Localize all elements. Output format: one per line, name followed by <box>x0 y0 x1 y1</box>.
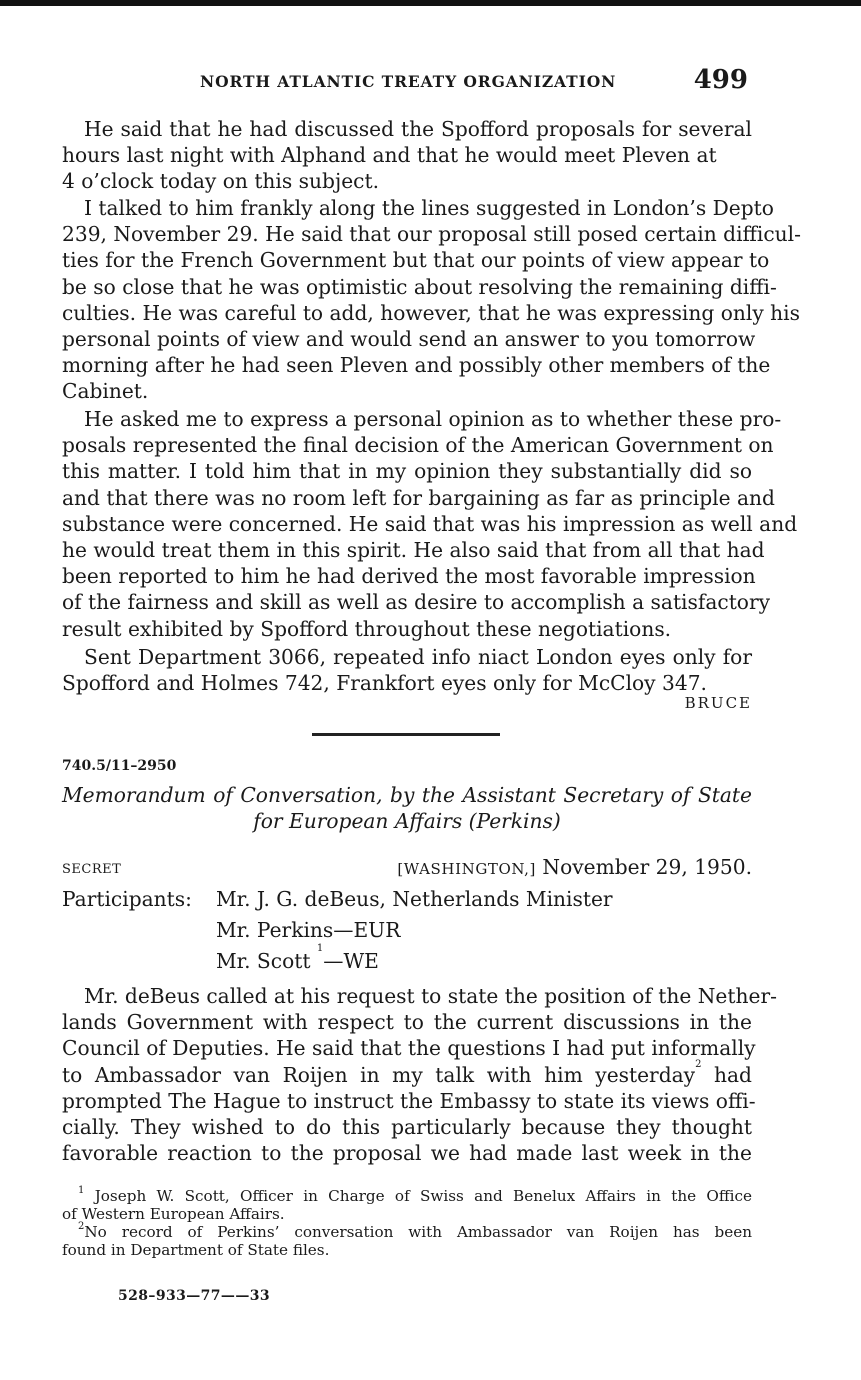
participant-item: Mr. Scott $^1$—WE <box>216 943 379 973</box>
date-place: [WASHINGTON,] <box>397 860 536 878</box>
top-border-rule <box>0 0 861 6</box>
footnote-ref-1[interactable]: 1 <box>316 943 324 954</box>
dateline <box>397 855 752 879</box>
memo-body: Mr. deBeus called at his request to state the position of the Nether- lands Government with respect to the current discussions in the Council of Deputies. He said that the questions I had put informally to Ambassador van Roijen in my talk with him yesterday$^2$ had prompted The Hague to instruct the Embassy to state its views offi- cially. They wished to do this particularly because they thought favorable reaction to the proposal we had made last week in the <box>62 984 777 1166</box>
running-title: NORTH ATLANTIC TREATY ORGANIZATION <box>200 72 617 91</box>
footnote-marker: 1 <box>78 1185 85 1196</box>
paragraph-2: I talked to him frankly along the lines suggested in London’s Depto 239, November 29. He said that our proposal still posed certain difficul- ties for the French Government but that our points of view appear to be so close that he was optimistic about resolving the remaining diffi- culties. He was careful to add, however, that he was expressing only his personal points of view and would send an answer to you tomorrow morning after he had seen Pleven and possibly other members of the Cabinet. <box>62 196 801 404</box>
document-date: November 29, 1950. <box>542 855 752 879</box>
footnote-ref-2[interactable]: 2 <box>695 1058 702 1070</box>
section-divider <box>312 733 500 736</box>
memo-body-line-fn: to Ambassador van Roijen in my talk with him yesterday$^2$ had <box>62 1058 752 1087</box>
participant-item: Mr. J. G. deBeus, Netherlands Minister <box>216 887 613 911</box>
paragraph-4: Sent Department 3066, repeated info niact London eyes only for Spofford and Holmes 742, Frankfort eyes only for McCloy 347. <box>62 645 752 696</box>
participant-item: Mr. Perkins—EUR <box>216 918 401 942</box>
file-number: 740.5/11–2950 <box>62 758 177 774</box>
classification-label: SECRET <box>62 862 122 877</box>
footnote-2: $^2$No record of Perkins’ conversation with Ambassador van Roijen has been found in Department of State files. <box>62 1221 752 1259</box>
paragraph-3: He asked me to express a personal opinion as to whether these pro- posals represented the final decision of the American Government on this matter. I told him that in my opinion they substantially did so and that there was no room left for bargaining as far as principle and substance were concerned. He said that was his impression as well and he would treat them in this spirit. He also said that from all that had been reported to him he had derived the most favorable impression of the fairness and skill as well as desire to accomplish a satisfactory result exhibited by Spofford throughout these negotiations. <box>62 407 798 641</box>
paragraph-1: He said that he had discussed the Spofford proposals for several hours last night with Alphand and that he would meet Pleven at 4 o’clock today on this subject. <box>62 117 752 194</box>
footnote-1: $^1$ Joseph W. Scott, Officer in Charge of Swiss and Benelux Affairs in the Office of Western European Affairs. <box>62 1185 753 1223</box>
participants-label: Participants: <box>62 887 192 911</box>
footnote-marker: 2 <box>78 1221 85 1232</box>
participants-list <box>216 884 613 977</box>
page-number: 499 <box>693 65 748 95</box>
document-title: Memorandum of Conversation, by the Assistant Secretary of State for European Affairs (Perkins) <box>62 783 752 833</box>
signature: BRUCE <box>684 694 752 712</box>
running-head <box>62 65 752 98</box>
print-code: 528–933—77——33 <box>118 1288 271 1304</box>
